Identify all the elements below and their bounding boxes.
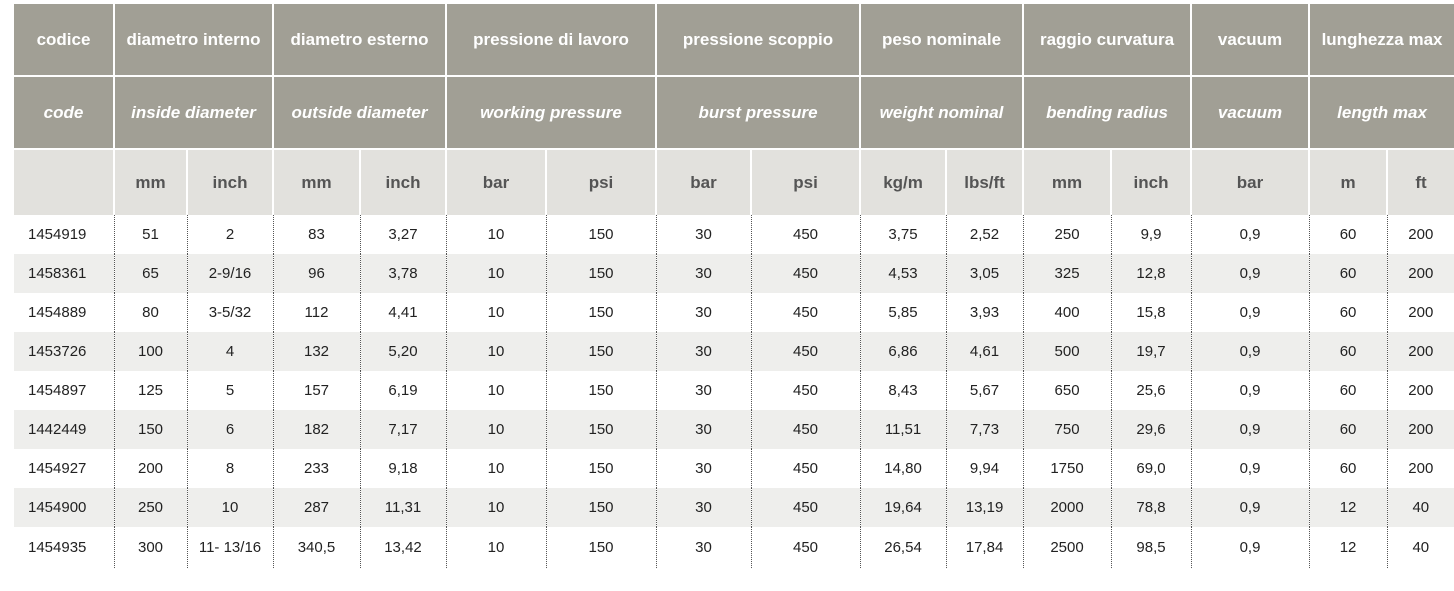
value-cell: 17,84	[946, 527, 1023, 568]
value-cell: 9,18	[360, 449, 446, 488]
header-pressione-scoppio: pressione scoppio	[656, 4, 860, 76]
value-cell: 30	[656, 371, 751, 410]
value-cell: 250	[114, 488, 187, 527]
table-row	[14, 449, 1454, 488]
value-cell: 40	[1387, 527, 1454, 568]
header-working-pressure: working pressure	[446, 76, 656, 149]
header-peso-nominale: peso nominale	[860, 4, 1023, 76]
header-burst-pressure: burst pressure	[656, 76, 860, 149]
value-cell: 500	[1023, 332, 1111, 371]
value-cell: 2500	[1023, 527, 1111, 568]
value-cell: 6,86	[860, 332, 946, 371]
value-cell: 10	[446, 215, 546, 254]
unit-cell: mm	[1023, 149, 1111, 215]
value-cell: 13,42	[360, 527, 446, 568]
header-lunghezza-max: lunghezza max	[1309, 4, 1454, 76]
value-cell: 60	[1309, 371, 1387, 410]
value-cell: 10	[446, 371, 546, 410]
value-cell: 26,54	[860, 527, 946, 568]
value-cell: 2	[187, 215, 273, 254]
value-cell: 150	[546, 488, 656, 527]
value-cell: 132	[273, 332, 360, 371]
value-cell: 69,0	[1111, 449, 1191, 488]
value-cell: 30	[656, 488, 751, 527]
unit-cell: m	[1309, 149, 1387, 215]
value-cell: 450	[751, 410, 860, 449]
value-cell: 150	[546, 527, 656, 568]
value-cell: 0,9	[1191, 371, 1309, 410]
value-cell: 0,9	[1191, 215, 1309, 254]
value-cell: 40	[1387, 488, 1454, 527]
code-cell: 1442449	[14, 410, 114, 449]
value-cell: 12	[1309, 488, 1387, 527]
value-cell: 60	[1309, 215, 1387, 254]
value-cell: 100	[114, 332, 187, 371]
value-cell: 19,7	[1111, 332, 1191, 371]
value-cell: 450	[751, 332, 860, 371]
value-cell: 200	[1387, 332, 1454, 371]
code-cell: 1454889	[14, 293, 114, 332]
value-cell: 3,78	[360, 254, 446, 293]
value-cell: 200	[1387, 215, 1454, 254]
header-length-max: length max	[1309, 76, 1454, 149]
value-cell: 8,43	[860, 371, 946, 410]
value-cell: 650	[1023, 371, 1111, 410]
value-cell: 0,9	[1191, 449, 1309, 488]
value-cell: 9,9	[1111, 215, 1191, 254]
value-cell: 4,41	[360, 293, 446, 332]
value-cell: 3,05	[946, 254, 1023, 293]
value-cell: 6,19	[360, 371, 446, 410]
value-cell: 10	[446, 527, 546, 568]
header-diametro-esterno: diametro esterno	[273, 4, 446, 76]
value-cell: 182	[273, 410, 360, 449]
value-cell: 98,5	[1111, 527, 1191, 568]
value-cell: 150	[546, 410, 656, 449]
value-cell: 200	[1387, 293, 1454, 332]
value-cell: 10	[446, 293, 546, 332]
value-cell: 60	[1309, 254, 1387, 293]
unit-cell: inch	[1111, 149, 1191, 215]
value-cell: 750	[1023, 410, 1111, 449]
value-cell: 30	[656, 449, 751, 488]
value-cell: 300	[114, 527, 187, 568]
value-cell: 150	[546, 371, 656, 410]
value-cell: 3,27	[360, 215, 446, 254]
code-cell: 1454900	[14, 488, 114, 527]
value-cell: 29,6	[1111, 410, 1191, 449]
value-cell: 30	[656, 332, 751, 371]
value-cell: 10	[446, 254, 546, 293]
units-row	[14, 149, 1454, 215]
value-cell: 340,5	[273, 527, 360, 568]
table-row	[14, 410, 1454, 449]
value-cell: 400	[1023, 293, 1111, 332]
value-cell: 150	[546, 254, 656, 293]
value-cell: 30	[656, 410, 751, 449]
value-cell: 3-5/32	[187, 293, 273, 332]
value-cell: 125	[114, 371, 187, 410]
table-row	[14, 215, 1454, 254]
value-cell: 5,85	[860, 293, 946, 332]
table-row	[14, 371, 1454, 410]
value-cell: 96	[273, 254, 360, 293]
unit-cell: bar	[1191, 149, 1309, 215]
value-cell: 15,8	[1111, 293, 1191, 332]
code-cell: 1454927	[14, 449, 114, 488]
value-cell: 2-9/16	[187, 254, 273, 293]
value-cell: 10	[446, 449, 546, 488]
value-cell: 7,17	[360, 410, 446, 449]
unit-cell: inch	[187, 149, 273, 215]
value-cell: 7,73	[946, 410, 1023, 449]
header-vacuum-en: vacuum	[1191, 76, 1309, 149]
value-cell: 2,52	[946, 215, 1023, 254]
value-cell: 4,61	[946, 332, 1023, 371]
code-cell: 1454897	[14, 371, 114, 410]
header-bending-radius: bending radius	[1023, 76, 1191, 149]
value-cell: 0,9	[1191, 254, 1309, 293]
value-cell: 5,67	[946, 371, 1023, 410]
unit-cell	[14, 149, 114, 215]
value-cell: 200	[114, 449, 187, 488]
value-cell: 30	[656, 254, 751, 293]
table-row	[14, 527, 1454, 568]
code-cell: 1454919	[14, 215, 114, 254]
code-cell: 1453726	[14, 332, 114, 371]
value-cell: 450	[751, 527, 860, 568]
value-cell: 25,6	[1111, 371, 1191, 410]
value-cell: 250	[1023, 215, 1111, 254]
table-row	[14, 254, 1454, 293]
header-raggio-curvatura: raggio curvatura	[1023, 4, 1191, 76]
table-body	[14, 215, 1454, 568]
code-cell: 1458361	[14, 254, 114, 293]
table-row	[14, 293, 1454, 332]
value-cell: 10	[446, 488, 546, 527]
unit-cell: mm	[114, 149, 187, 215]
value-cell: 0,9	[1191, 488, 1309, 527]
header-vacuum-it: vacuum	[1191, 4, 1309, 76]
value-cell: 13,19	[946, 488, 1023, 527]
value-cell: 450	[751, 254, 860, 293]
unit-cell: ft	[1387, 149, 1454, 215]
value-cell: 65	[114, 254, 187, 293]
value-cell: 10	[446, 332, 546, 371]
value-cell: 14,80	[860, 449, 946, 488]
unit-cell: bar	[446, 149, 546, 215]
header-diametro-interno: diametro interno	[114, 4, 273, 76]
value-cell: 30	[656, 215, 751, 254]
value-cell: 5	[187, 371, 273, 410]
value-cell: 157	[273, 371, 360, 410]
value-cell: 200	[1387, 410, 1454, 449]
unit-cell: kg/m	[860, 149, 946, 215]
value-cell: 0,9	[1191, 332, 1309, 371]
header-outside-diameter: outside diameter	[273, 76, 446, 149]
hose-spec-table	[14, 4, 1454, 568]
value-cell: 10	[446, 410, 546, 449]
value-cell: 11,51	[860, 410, 946, 449]
value-cell: 60	[1309, 410, 1387, 449]
value-cell: 78,8	[1111, 488, 1191, 527]
value-cell: 4,53	[860, 254, 946, 293]
value-cell: 200	[1387, 371, 1454, 410]
value-cell: 325	[1023, 254, 1111, 293]
value-cell: 150	[546, 293, 656, 332]
value-cell: 80	[114, 293, 187, 332]
table-row	[14, 332, 1454, 371]
value-cell: 30	[656, 527, 751, 568]
unit-cell: bar	[656, 149, 751, 215]
value-cell: 450	[751, 488, 860, 527]
value-cell: 60	[1309, 293, 1387, 332]
value-cell: 450	[751, 371, 860, 410]
value-cell: 150	[546, 332, 656, 371]
value-cell: 0,9	[1191, 527, 1309, 568]
unit-cell: inch	[360, 149, 446, 215]
value-cell: 12,8	[1111, 254, 1191, 293]
value-cell: 30	[656, 293, 751, 332]
value-cell: 19,64	[860, 488, 946, 527]
table-row	[14, 488, 1454, 527]
value-cell: 51	[114, 215, 187, 254]
header-weight-nominal: weight nominal	[860, 76, 1023, 149]
value-cell: 233	[273, 449, 360, 488]
value-cell: 450	[751, 215, 860, 254]
value-cell: 2000	[1023, 488, 1111, 527]
value-cell: 450	[751, 293, 860, 332]
value-cell: 112	[273, 293, 360, 332]
value-cell: 12	[1309, 527, 1387, 568]
value-cell: 6	[187, 410, 273, 449]
value-cell: 9,94	[946, 449, 1023, 488]
unit-cell: lbs/ft	[946, 149, 1023, 215]
header-codice: codice	[14, 4, 114, 76]
value-cell: 5,20	[360, 332, 446, 371]
header-row-english	[14, 76, 1454, 149]
value-cell: 0,9	[1191, 410, 1309, 449]
header-code: code	[14, 76, 114, 149]
value-cell: 3,75	[860, 215, 946, 254]
unit-cell: mm	[273, 149, 360, 215]
value-cell: 10	[187, 488, 273, 527]
value-cell: 150	[546, 215, 656, 254]
code-cell: 1454935	[14, 527, 114, 568]
value-cell: 11- 13/16	[187, 527, 273, 568]
value-cell: 0,9	[1191, 293, 1309, 332]
header-pressione-di-lavoro: pressione di lavoro	[446, 4, 656, 76]
value-cell: 60	[1309, 449, 1387, 488]
unit-cell: psi	[546, 149, 656, 215]
header-inside-diameter: inside diameter	[114, 76, 273, 149]
value-cell: 11,31	[360, 488, 446, 527]
value-cell: 1750	[1023, 449, 1111, 488]
value-cell: 83	[273, 215, 360, 254]
value-cell: 150	[546, 449, 656, 488]
value-cell: 200	[1387, 449, 1454, 488]
value-cell: 3,93	[946, 293, 1023, 332]
unit-cell: psi	[751, 149, 860, 215]
value-cell: 287	[273, 488, 360, 527]
value-cell: 60	[1309, 332, 1387, 371]
value-cell: 8	[187, 449, 273, 488]
value-cell: 150	[114, 410, 187, 449]
header-row-italian	[14, 4, 1454, 76]
value-cell: 450	[751, 449, 860, 488]
value-cell: 4	[187, 332, 273, 371]
value-cell: 200	[1387, 254, 1454, 293]
